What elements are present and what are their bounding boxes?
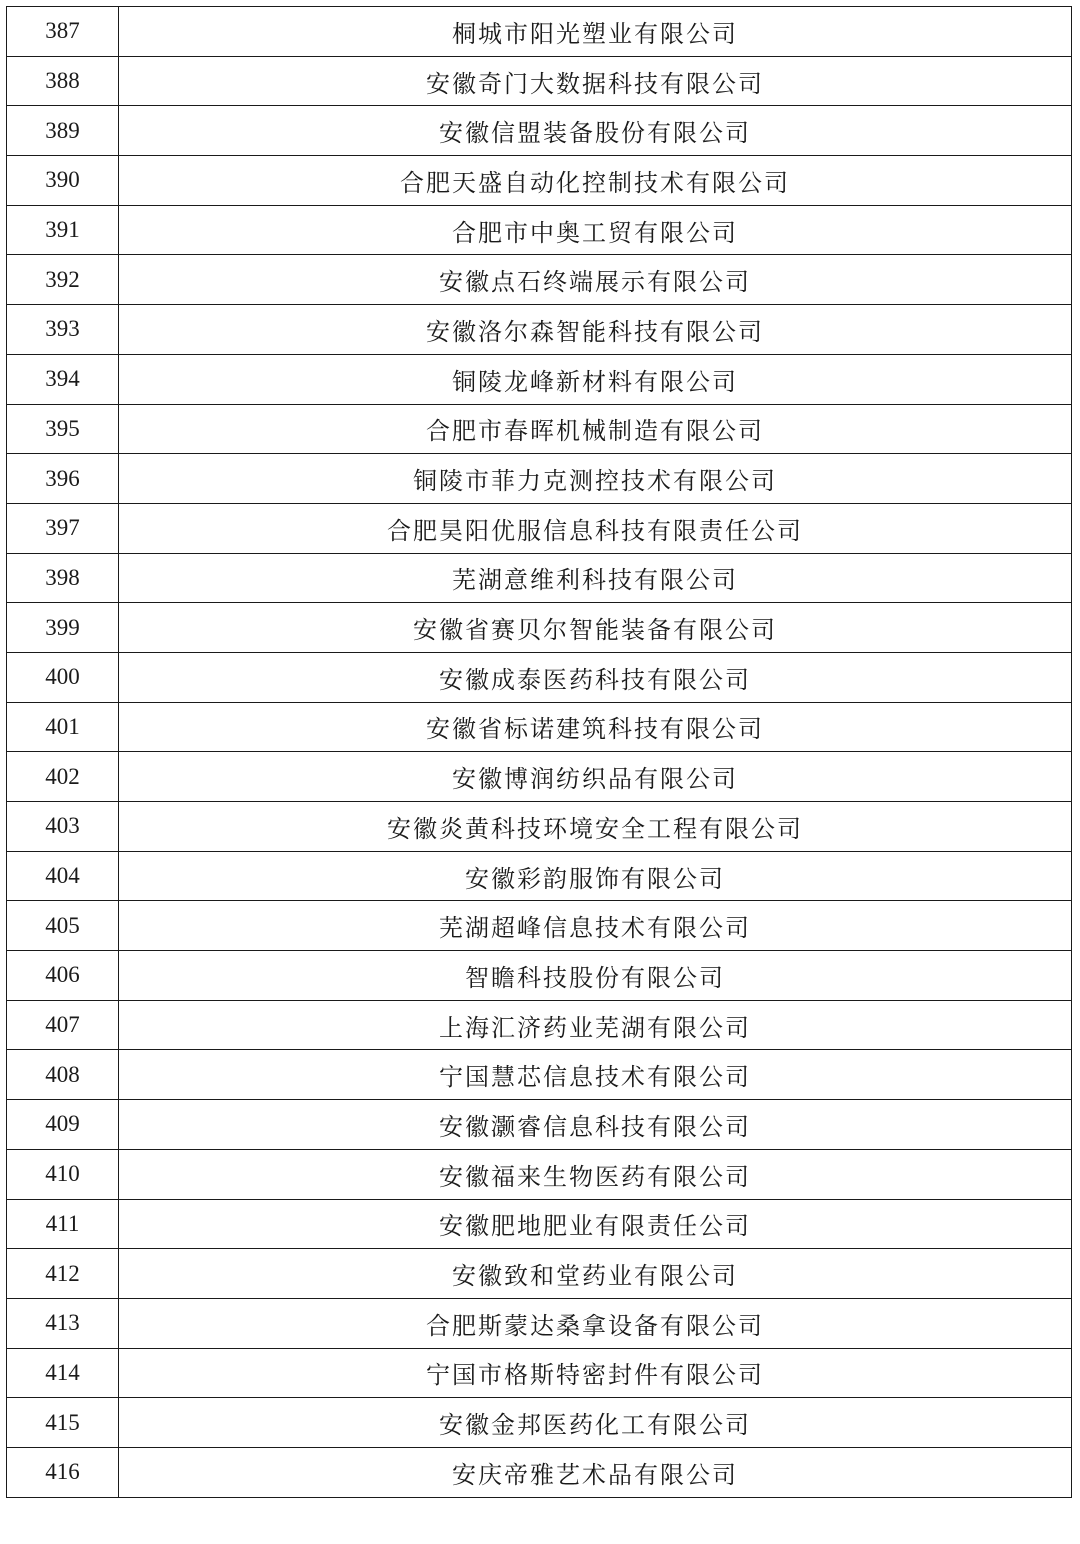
company-name-cell: 安徽金邦医药化工有限公司 — [119, 1398, 1072, 1448]
company-name-cell: 安庆帝雅艺术品有限公司 — [119, 1447, 1072, 1497]
row-number-cell: 409 — [7, 1100, 119, 1150]
table-row — [7, 7, 1072, 57]
company-name-cell: 宁国市格斯特密封件有限公司 — [119, 1348, 1072, 1398]
table-row — [7, 106, 1072, 156]
table-row — [7, 553, 1072, 603]
company-name-cell: 安徽博润纺织品有限公司 — [119, 752, 1072, 802]
company-name-cell: 安徽省赛贝尔智能装备有限公司 — [119, 603, 1072, 653]
row-number-cell: 404 — [7, 851, 119, 901]
table-row — [7, 1100, 1072, 1150]
table-row — [7, 255, 1072, 305]
table-row — [7, 1298, 1072, 1348]
table-row — [7, 752, 1072, 802]
company-name-cell: 合肥市中奥工贸有限公司 — [119, 205, 1072, 255]
company-table-body — [7, 7, 1072, 1498]
row-number-cell: 403 — [7, 802, 119, 852]
company-name-cell: 合肥天盛自动化控制技术有限公司 — [119, 156, 1072, 206]
row-number-cell: 388 — [7, 56, 119, 106]
row-number-cell: 413 — [7, 1298, 119, 1348]
company-name-cell: 安徽省标诺建筑科技有限公司 — [119, 702, 1072, 752]
table-row — [7, 404, 1072, 454]
row-number-cell: 410 — [7, 1149, 119, 1199]
table-row — [7, 503, 1072, 553]
company-name-cell: 安徽成泰医药科技有限公司 — [119, 652, 1072, 702]
company-name-cell: 合肥昊阳优服信息科技有限责任公司 — [119, 503, 1072, 553]
row-number-cell: 405 — [7, 901, 119, 951]
row-number-cell: 389 — [7, 106, 119, 156]
table-row — [7, 1348, 1072, 1398]
company-name-cell: 安徽福来生物医药有限公司 — [119, 1149, 1072, 1199]
row-number-cell: 396 — [7, 454, 119, 504]
row-number-cell: 412 — [7, 1249, 119, 1299]
table-row — [7, 354, 1072, 404]
company-table — [6, 6, 1072, 1498]
company-name-cell: 安徽肥地肥业有限责任公司 — [119, 1199, 1072, 1249]
company-name-cell: 桐城市阳光塑业有限公司 — [119, 7, 1072, 57]
company-name-cell: 合肥市春晖机械制造有限公司 — [119, 404, 1072, 454]
row-number-cell: 391 — [7, 205, 119, 255]
row-number-cell: 407 — [7, 1000, 119, 1050]
company-name-cell: 宁国慧芯信息技术有限公司 — [119, 1050, 1072, 1100]
table-row — [7, 951, 1072, 1001]
row-number-cell: 398 — [7, 553, 119, 603]
row-number-cell: 411 — [7, 1199, 119, 1249]
row-number-cell: 387 — [7, 7, 119, 57]
row-number-cell: 392 — [7, 255, 119, 305]
company-name-cell: 安徽奇门大数据科技有限公司 — [119, 56, 1072, 106]
table-row — [7, 851, 1072, 901]
table-row — [7, 1050, 1072, 1100]
company-name-cell: 安徽洛尔森智能科技有限公司 — [119, 305, 1072, 355]
company-name-cell: 铜陵龙峰新材料有限公司 — [119, 354, 1072, 404]
company-name-cell: 芜湖超峰信息技术有限公司 — [119, 901, 1072, 951]
row-number-cell: 416 — [7, 1447, 119, 1497]
row-number-cell: 394 — [7, 354, 119, 404]
table-row — [7, 1199, 1072, 1249]
table-row — [7, 454, 1072, 504]
row-number-cell: 393 — [7, 305, 119, 355]
row-number-cell: 395 — [7, 404, 119, 454]
table-row — [7, 901, 1072, 951]
row-number-cell: 399 — [7, 603, 119, 653]
table-row — [7, 1398, 1072, 1448]
company-name-cell: 安徽彩韵服饰有限公司 — [119, 851, 1072, 901]
table-row — [7, 1000, 1072, 1050]
company-name-cell: 智瞻科技股份有限公司 — [119, 951, 1072, 1001]
table-row — [7, 156, 1072, 206]
company-name-cell: 芜湖意维利科技有限公司 — [119, 553, 1072, 603]
company-name-cell: 上海汇济药业芜湖有限公司 — [119, 1000, 1072, 1050]
row-number-cell: 406 — [7, 951, 119, 1001]
row-number-cell: 408 — [7, 1050, 119, 1100]
company-name-cell: 安徽致和堂药业有限公司 — [119, 1249, 1072, 1299]
row-number-cell: 400 — [7, 652, 119, 702]
row-number-cell: 390 — [7, 156, 119, 206]
company-list-document — [6, 6, 1072, 1498]
table-row — [7, 1447, 1072, 1497]
table-row — [7, 305, 1072, 355]
company-name-cell: 安徽炎黄科技环境安全工程有限公司 — [119, 802, 1072, 852]
table-row — [7, 1249, 1072, 1299]
table-row — [7, 205, 1072, 255]
company-name-cell: 安徽灏睿信息科技有限公司 — [119, 1100, 1072, 1150]
row-number-cell: 414 — [7, 1348, 119, 1398]
table-row — [7, 603, 1072, 653]
table-row — [7, 56, 1072, 106]
company-name-cell: 合肥斯蒙达桑拿设备有限公司 — [119, 1298, 1072, 1348]
company-name-cell: 铜陵市菲力克测控技术有限公司 — [119, 454, 1072, 504]
table-row — [7, 652, 1072, 702]
table-row — [7, 1149, 1072, 1199]
company-name-cell: 安徽点石终端展示有限公司 — [119, 255, 1072, 305]
table-row — [7, 702, 1072, 752]
row-number-cell: 397 — [7, 503, 119, 553]
company-name-cell: 安徽信盟装备股份有限公司 — [119, 106, 1072, 156]
row-number-cell: 415 — [7, 1398, 119, 1448]
row-number-cell: 401 — [7, 702, 119, 752]
row-number-cell: 402 — [7, 752, 119, 802]
table-row — [7, 802, 1072, 852]
